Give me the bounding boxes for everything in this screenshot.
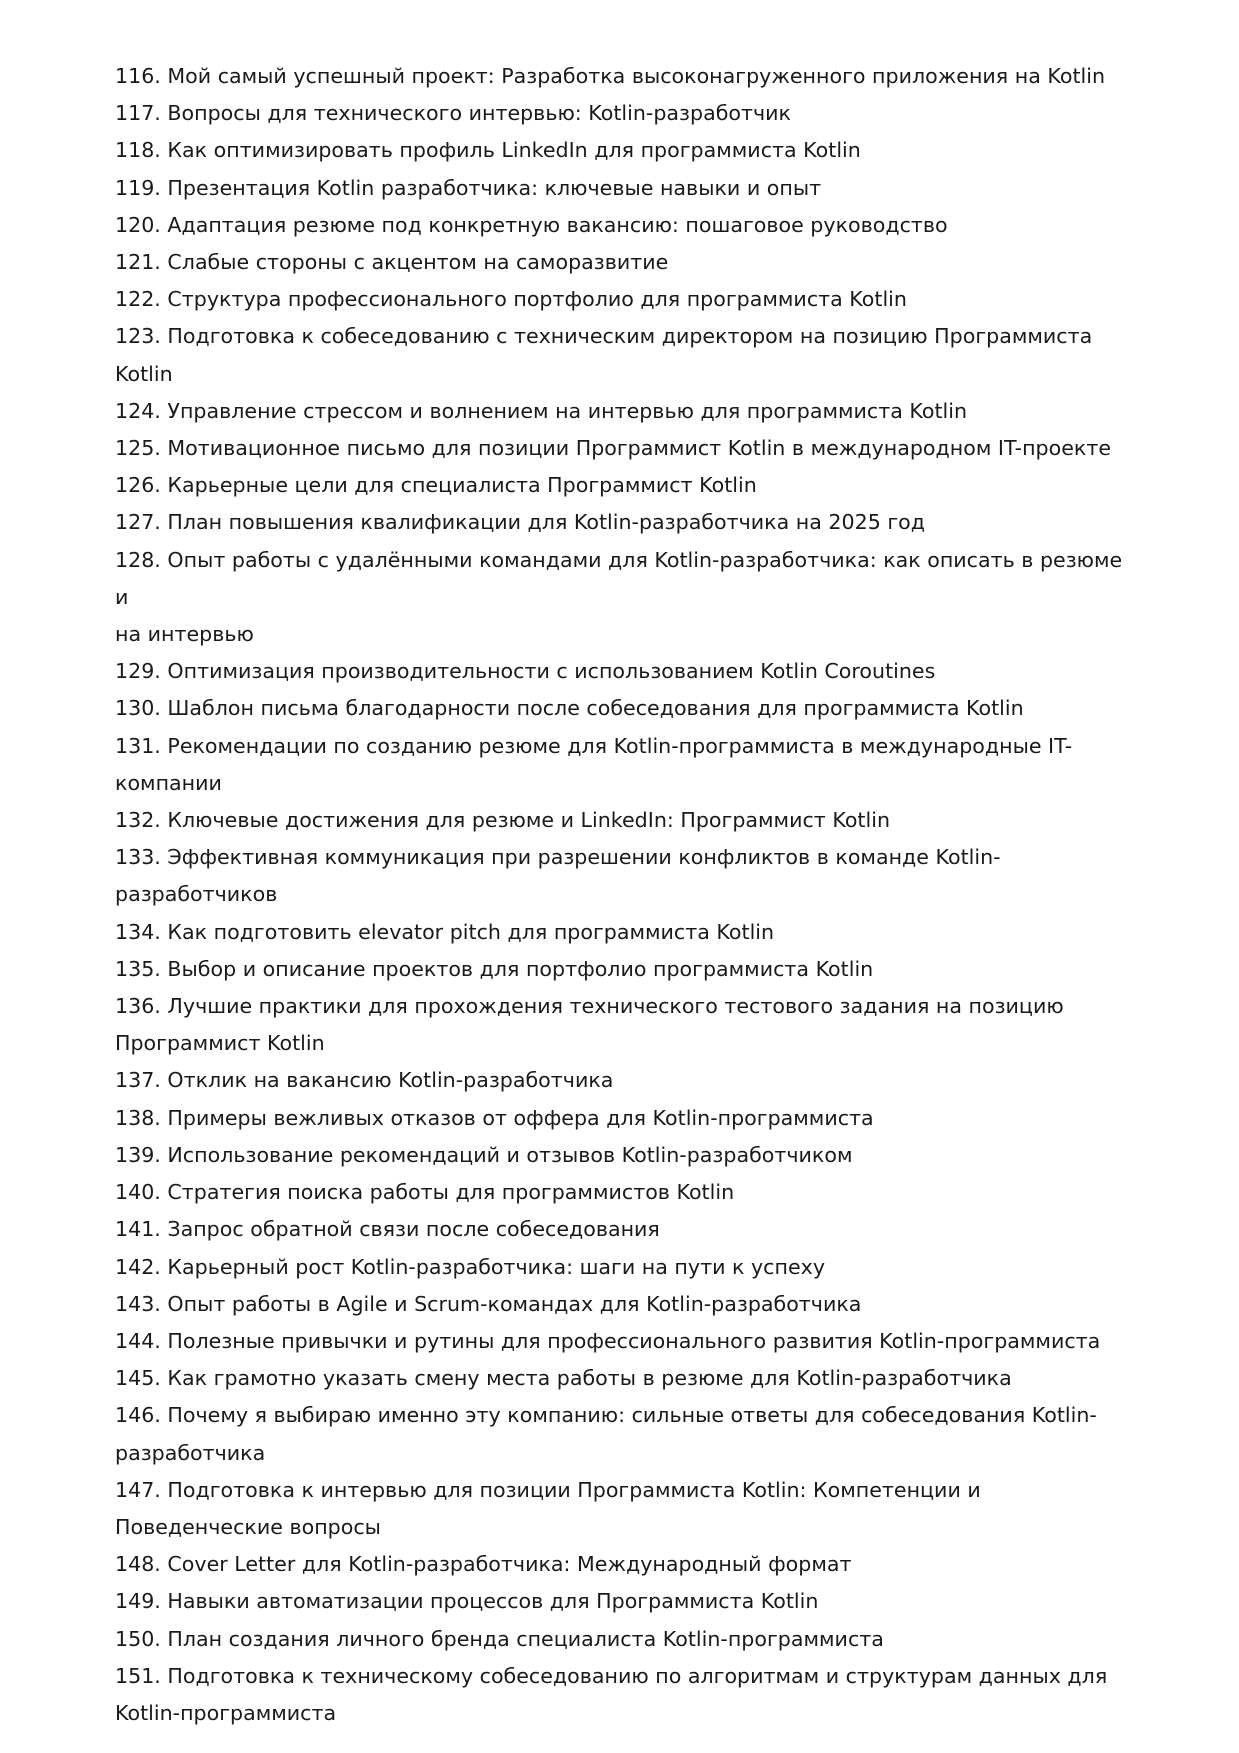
text-line: компании [115,770,222,795]
text-line: 121. Слабые стороны с акцентом на саморазвитие [115,250,669,275]
text-line: 127. План повышения квалификации для Kotlin-разработчика на 2025 год [115,510,926,535]
text-line: 130. Шаблон письма благодарности после собеседования для программиста Kotlin [115,696,1024,721]
text-line: 131. Рекомендации по созданию резюме для Kotlin-программиста в международные IT- [115,733,1073,758]
text-line: 142. Карьерный рост Kotlin-разработчика: шаги на пути к успеху [115,1254,826,1279]
text-line: 126. Карьерные цели для специалиста Программист Kotlin [115,473,757,498]
text-line: 134. Как подготовить elevator pitch для программиста Kotlin [115,919,775,944]
text-line: 116. Мой самый успешный проект: Разработка высоконагруженного приложения на Kotlin [115,64,1106,88]
text-line: 133. Эффективная коммуникация при разрешении конфликтов в команде Kotlin- [115,845,1001,870]
text-line: 149. Навыки автоматизации процессов для Программиста Kotlin [115,1589,819,1614]
text-line: 143. Опыт работы в Agile и Scrum-командах для Kotlin-разработчика [115,1291,862,1316]
text-line: 117. Вопросы для технического интервью: Kotlin-разработчик [115,101,791,126]
text-line: 128. Опыт работы с удалёнными командами для Kotlin-разработчика: как описать в резюме и [115,547,1123,609]
text-line: 137. Отклик на вакансию Kotlin-разработчика [115,1068,614,1093]
text-line: 129. Оптимизация производительности с использованием Kotlin Coroutines [115,659,936,684]
text-line: разработчиков [115,882,278,907]
text-line: 148. Cover Letter для Kotlin-разработчика: Международный формат [115,1552,852,1577]
text-line: 139. Использование рекомендаций и отзывов Kotlin-разработчиком [115,1142,853,1167]
text-line: 125. Мотивационное письмо для позиции Программист Kotlin в международном IT-проекте [115,436,1112,461]
text-line: разработчика [115,1440,266,1465]
text-line: 141. Запрос обратной связи после собеседования [115,1217,660,1242]
text-line: 147. Подготовка к интервью для позиции Программиста Kotlin: Компетенции и [115,1477,981,1502]
document-page [115,58,1125,1732]
text-line: Программист Kotlin [115,1031,325,1056]
text-line: 120. Адаптация резюме под конкретную вакансию: пошаговое руководство [115,212,948,237]
text-line: 145. Как грамотно указать смену места работы в резюме для Kotlin-разработчика [115,1366,1012,1391]
text-line: 132. Ключевые достижения для резюме и LinkedIn: Программист Kotlin [115,808,890,833]
text-line: Kotlin-программиста [115,1700,337,1725]
text-line: Поведенческие вопросы [115,1514,381,1539]
text-line: 151. Подготовка к техническому собеседованию по алгоритмам и структурам данных для [115,1663,1108,1688]
text-line: 122. Структура профессионального портфолио для программиста Kotlin [115,287,907,312]
text-line: 138. Примеры вежливых отказов от оффера для Kotlin-программиста [115,1105,874,1130]
text-line: 118. Как оптимизировать профиль LinkedIn для программиста Kotlin [115,138,861,163]
text-line: 146. Почему я выбираю именно эту компанию: сильные ответы для собеседования Kotlin- [115,1403,1097,1428]
text-line: 135. Выбор и описание проектов для портфолио программиста Kotlin [115,956,874,981]
text-line: 140. Стратегия поиска работы для программистов Kotlin [115,1180,735,1205]
text-line: 119. Презентация Kotlin разработчика: ключевые навыки и опыт [115,175,822,200]
text-line: 124. Управление стрессом и волнением на интервью для программиста Kotlin [115,398,968,423]
text-line: 123. Подготовка к собеседованию с техническим директором на позицию Программиста [115,324,1093,349]
text-line: 136. Лучшие практики для прохождения технического тестового задания на позицию [115,994,1064,1019]
text-line: 144. Полезные привычки и рутины для профессионального развития Kotlin-программиста [115,1328,1101,1353]
text-line: 150. План создания личного бренда специалиста Kotlin-программиста [115,1626,884,1651]
text-line: Kotlin [115,361,173,386]
text-line: на интервью [115,622,254,647]
